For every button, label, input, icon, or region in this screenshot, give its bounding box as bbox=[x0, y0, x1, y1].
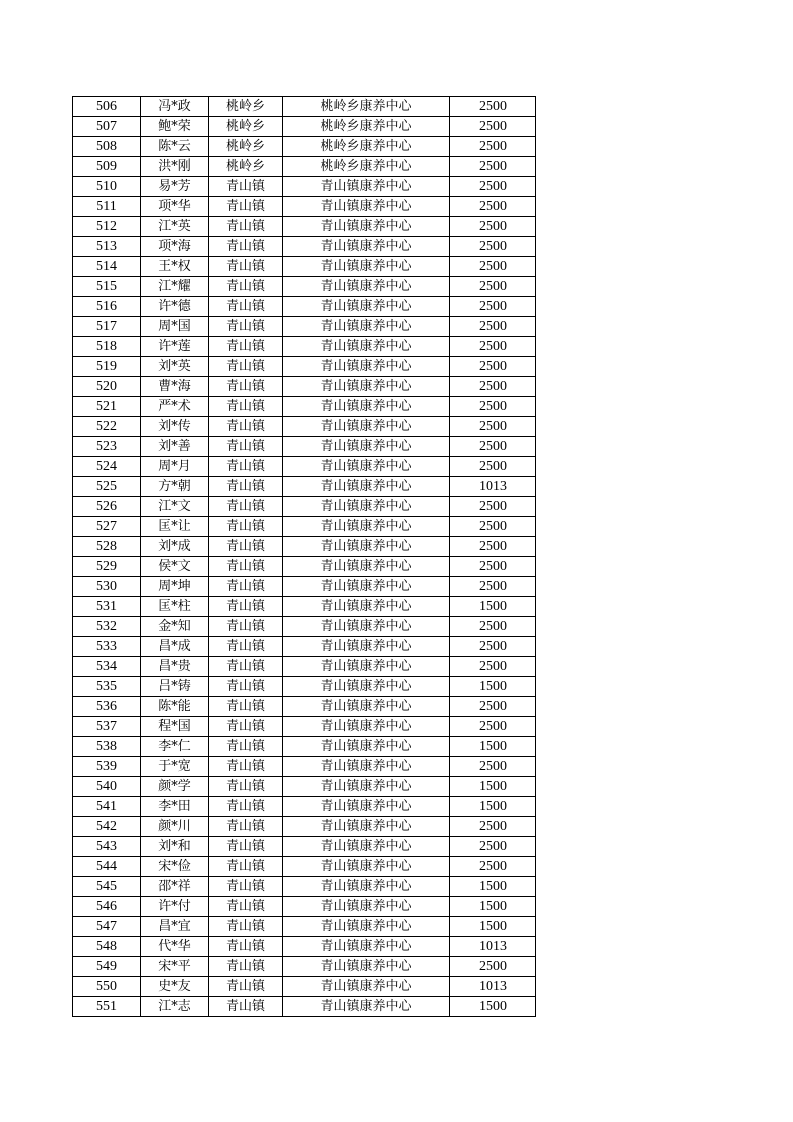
amount-cell: 2500 bbox=[450, 397, 536, 417]
person-name-cell: 方*朝 bbox=[141, 477, 209, 497]
amount-cell: 2500 bbox=[450, 657, 536, 677]
care-center-cell: 青山镇康养中心 bbox=[283, 317, 450, 337]
table-row bbox=[73, 297, 536, 317]
table-row bbox=[73, 537, 536, 557]
table-row bbox=[73, 237, 536, 257]
row-number-cell: 513 bbox=[73, 237, 141, 257]
amount-cell: 2500 bbox=[450, 557, 536, 577]
amount-cell: 1013 bbox=[450, 977, 536, 997]
table-row bbox=[73, 997, 536, 1017]
person-name-cell: 江*耀 bbox=[141, 277, 209, 297]
care-center-cell: 青山镇康养中心 bbox=[283, 937, 450, 957]
row-number-cell: 547 bbox=[73, 917, 141, 937]
table-row bbox=[73, 837, 536, 857]
care-center-cell: 青山镇康养中心 bbox=[283, 417, 450, 437]
care-center-cell: 青山镇康养中心 bbox=[283, 217, 450, 237]
care-center-cell: 青山镇康养中心 bbox=[283, 857, 450, 877]
person-name-cell: 江*志 bbox=[141, 997, 209, 1017]
row-number-cell: 548 bbox=[73, 937, 141, 957]
care-center-cell: 青山镇康养中心 bbox=[283, 297, 450, 317]
amount-cell: 1500 bbox=[450, 917, 536, 937]
township-cell: 青山镇 bbox=[209, 597, 283, 617]
township-cell: 桃岭乡 bbox=[209, 97, 283, 117]
care-center-cell: 桃岭乡康养中心 bbox=[283, 137, 450, 157]
row-number-cell: 508 bbox=[73, 137, 141, 157]
person-name-cell: 鲍*荣 bbox=[141, 117, 209, 137]
amount-cell: 2500 bbox=[450, 617, 536, 637]
table-row bbox=[73, 317, 536, 337]
row-number-cell: 512 bbox=[73, 217, 141, 237]
care-center-cell: 青山镇康养中心 bbox=[283, 497, 450, 517]
care-center-cell: 桃岭乡康养中心 bbox=[283, 157, 450, 177]
row-number-cell: 527 bbox=[73, 517, 141, 537]
amount-cell: 1013 bbox=[450, 937, 536, 957]
care-center-cell: 青山镇康养中心 bbox=[283, 917, 450, 937]
table-row bbox=[73, 357, 536, 377]
township-cell: 青山镇 bbox=[209, 497, 283, 517]
person-name-cell: 匡*让 bbox=[141, 517, 209, 537]
row-number-cell: 531 bbox=[73, 597, 141, 617]
row-number-cell: 514 bbox=[73, 257, 141, 277]
amount-cell: 1500 bbox=[450, 737, 536, 757]
row-number-cell: 524 bbox=[73, 457, 141, 477]
person-name-cell: 王*权 bbox=[141, 257, 209, 277]
amount-cell: 2500 bbox=[450, 97, 536, 117]
care-center-cell: 青山镇康养中心 bbox=[283, 657, 450, 677]
table-row bbox=[73, 197, 536, 217]
township-cell: 青山镇 bbox=[209, 617, 283, 637]
row-number-cell: 543 bbox=[73, 837, 141, 857]
township-cell: 青山镇 bbox=[209, 557, 283, 577]
row-number-cell: 532 bbox=[73, 617, 141, 637]
row-number-cell: 525 bbox=[73, 477, 141, 497]
table-row bbox=[73, 477, 536, 497]
amount-cell: 2500 bbox=[450, 357, 536, 377]
care-center-cell: 青山镇康养中心 bbox=[283, 977, 450, 997]
township-cell: 青山镇 bbox=[209, 317, 283, 337]
row-number-cell: 517 bbox=[73, 317, 141, 337]
township-cell: 青山镇 bbox=[209, 257, 283, 277]
row-number-cell: 529 bbox=[73, 557, 141, 577]
person-name-cell: 许*付 bbox=[141, 897, 209, 917]
person-name-cell: 宋*平 bbox=[141, 957, 209, 977]
township-cell: 青山镇 bbox=[209, 197, 283, 217]
amount-cell: 2500 bbox=[450, 297, 536, 317]
person-name-cell: 史*友 bbox=[141, 977, 209, 997]
township-cell: 青山镇 bbox=[209, 677, 283, 697]
table-row bbox=[73, 897, 536, 917]
person-name-cell: 周*坤 bbox=[141, 577, 209, 597]
care-center-cell: 青山镇康养中心 bbox=[283, 677, 450, 697]
amount-cell: 2500 bbox=[450, 497, 536, 517]
township-cell: 青山镇 bbox=[209, 577, 283, 597]
row-number-cell: 536 bbox=[73, 697, 141, 717]
row-number-cell: 533 bbox=[73, 637, 141, 657]
care-center-cell: 青山镇康养中心 bbox=[283, 997, 450, 1017]
row-number-cell: 541 bbox=[73, 797, 141, 817]
table-row bbox=[73, 97, 536, 117]
amount-cell: 2500 bbox=[450, 637, 536, 657]
person-name-cell: 刘*传 bbox=[141, 417, 209, 437]
township-cell: 青山镇 bbox=[209, 857, 283, 877]
township-cell: 青山镇 bbox=[209, 437, 283, 457]
row-number-cell: 511 bbox=[73, 197, 141, 217]
person-name-cell: 李*仁 bbox=[141, 737, 209, 757]
table-row bbox=[73, 637, 536, 657]
care-center-cell: 青山镇康养中心 bbox=[283, 477, 450, 497]
table-row bbox=[73, 677, 536, 697]
amount-cell: 2500 bbox=[450, 757, 536, 777]
amount-cell: 2500 bbox=[450, 237, 536, 257]
table-row bbox=[73, 577, 536, 597]
table-row bbox=[73, 877, 536, 897]
row-number-cell: 528 bbox=[73, 537, 141, 557]
township-cell: 青山镇 bbox=[209, 417, 283, 437]
table-row bbox=[73, 157, 536, 177]
township-cell: 青山镇 bbox=[209, 997, 283, 1017]
person-name-cell: 陈*能 bbox=[141, 697, 209, 717]
row-number-cell: 540 bbox=[73, 777, 141, 797]
table-row bbox=[73, 137, 536, 157]
person-name-cell: 项*海 bbox=[141, 237, 209, 257]
care-center-cell: 青山镇康养中心 bbox=[283, 897, 450, 917]
table-row bbox=[73, 957, 536, 977]
table-row bbox=[73, 117, 536, 137]
person-name-cell: 陈*云 bbox=[141, 137, 209, 157]
amount-cell: 2500 bbox=[450, 437, 536, 457]
care-center-cell: 青山镇康养中心 bbox=[283, 737, 450, 757]
table-row bbox=[73, 917, 536, 937]
data-table bbox=[72, 96, 536, 1017]
table-row bbox=[73, 817, 536, 837]
care-center-cell: 青山镇康养中心 bbox=[283, 437, 450, 457]
table-row bbox=[73, 557, 536, 577]
amount-cell: 2500 bbox=[450, 197, 536, 217]
table-row bbox=[73, 277, 536, 297]
row-number-cell: 535 bbox=[73, 677, 141, 697]
table-row bbox=[73, 617, 536, 637]
township-cell: 青山镇 bbox=[209, 977, 283, 997]
care-center-cell: 青山镇康养中心 bbox=[283, 837, 450, 857]
township-cell: 青山镇 bbox=[209, 917, 283, 937]
person-name-cell: 宋*俭 bbox=[141, 857, 209, 877]
person-name-cell: 于*宽 bbox=[141, 757, 209, 777]
person-name-cell: 刘*成 bbox=[141, 537, 209, 557]
township-cell: 青山镇 bbox=[209, 777, 283, 797]
row-number-cell: 530 bbox=[73, 577, 141, 597]
row-number-cell: 515 bbox=[73, 277, 141, 297]
township-cell: 青山镇 bbox=[209, 937, 283, 957]
person-name-cell: 冯*政 bbox=[141, 97, 209, 117]
table-row bbox=[73, 437, 536, 457]
amount-cell: 2500 bbox=[450, 857, 536, 877]
care-center-cell: 青山镇康养中心 bbox=[283, 817, 450, 837]
person-name-cell: 昌*宜 bbox=[141, 917, 209, 937]
care-center-cell: 青山镇康养中心 bbox=[283, 637, 450, 657]
person-name-cell: 邵*祥 bbox=[141, 877, 209, 897]
row-number-cell: 550 bbox=[73, 977, 141, 997]
township-cell: 桃岭乡 bbox=[209, 137, 283, 157]
table-row bbox=[73, 977, 536, 997]
township-cell: 青山镇 bbox=[209, 297, 283, 317]
township-cell: 青山镇 bbox=[209, 817, 283, 837]
township-cell: 青山镇 bbox=[209, 897, 283, 917]
care-center-cell: 青山镇康养中心 bbox=[283, 257, 450, 277]
township-cell: 青山镇 bbox=[209, 277, 283, 297]
amount-cell: 2500 bbox=[450, 717, 536, 737]
amount-cell: 1500 bbox=[450, 877, 536, 897]
person-name-cell: 易*芳 bbox=[141, 177, 209, 197]
amount-cell: 2500 bbox=[450, 537, 536, 557]
person-name-cell: 严*术 bbox=[141, 397, 209, 417]
amount-cell: 1500 bbox=[450, 677, 536, 697]
row-number-cell: 549 bbox=[73, 957, 141, 977]
amount-cell: 2500 bbox=[450, 697, 536, 717]
person-name-cell: 江*文 bbox=[141, 497, 209, 517]
care-center-cell: 青山镇康养中心 bbox=[283, 697, 450, 717]
care-center-cell: 青山镇康养中心 bbox=[283, 777, 450, 797]
amount-cell: 2500 bbox=[450, 377, 536, 397]
care-center-cell: 青山镇康养中心 bbox=[283, 177, 450, 197]
row-number-cell: 507 bbox=[73, 117, 141, 137]
amount-cell: 2500 bbox=[450, 277, 536, 297]
care-center-cell: 青山镇康养中心 bbox=[283, 617, 450, 637]
amount-cell: 2500 bbox=[450, 837, 536, 857]
row-number-cell: 537 bbox=[73, 717, 141, 737]
care-center-cell: 青山镇康养中心 bbox=[283, 517, 450, 537]
person-name-cell: 刘*和 bbox=[141, 837, 209, 857]
table-row bbox=[73, 597, 536, 617]
care-center-cell: 青山镇康养中心 bbox=[283, 397, 450, 417]
care-center-cell: 青山镇康养中心 bbox=[283, 877, 450, 897]
care-center-cell: 青山镇康养中心 bbox=[283, 457, 450, 477]
row-number-cell: 539 bbox=[73, 757, 141, 777]
table-body bbox=[73, 97, 536, 1017]
amount-cell: 2500 bbox=[450, 457, 536, 477]
township-cell: 桃岭乡 bbox=[209, 157, 283, 177]
care-center-cell: 青山镇康养中心 bbox=[283, 957, 450, 977]
amount-cell: 1500 bbox=[450, 597, 536, 617]
person-name-cell: 江*英 bbox=[141, 217, 209, 237]
township-cell: 青山镇 bbox=[209, 337, 283, 357]
care-center-cell: 青山镇康养中心 bbox=[283, 597, 450, 617]
township-cell: 青山镇 bbox=[209, 477, 283, 497]
row-number-cell: 516 bbox=[73, 297, 141, 317]
row-number-cell: 526 bbox=[73, 497, 141, 517]
care-center-cell: 青山镇康养中心 bbox=[283, 237, 450, 257]
care-center-cell: 青山镇康养中心 bbox=[283, 277, 450, 297]
care-center-cell: 青山镇康养中心 bbox=[283, 357, 450, 377]
township-cell: 青山镇 bbox=[209, 737, 283, 757]
person-name-cell: 侯*文 bbox=[141, 557, 209, 577]
person-name-cell: 周*月 bbox=[141, 457, 209, 477]
row-number-cell: 534 bbox=[73, 657, 141, 677]
amount-cell: 2500 bbox=[450, 257, 536, 277]
township-cell: 青山镇 bbox=[209, 177, 283, 197]
table-row bbox=[73, 257, 536, 277]
row-number-cell: 544 bbox=[73, 857, 141, 877]
township-cell: 青山镇 bbox=[209, 237, 283, 257]
care-center-cell: 青山镇康养中心 bbox=[283, 757, 450, 777]
row-number-cell: 520 bbox=[73, 377, 141, 397]
care-center-cell: 青山镇康养中心 bbox=[283, 337, 450, 357]
care-center-cell: 青山镇康养中心 bbox=[283, 797, 450, 817]
table-row bbox=[73, 717, 536, 737]
table-row bbox=[73, 177, 536, 197]
person-name-cell: 许*莲 bbox=[141, 337, 209, 357]
care-center-cell: 青山镇康养中心 bbox=[283, 377, 450, 397]
care-center-cell: 青山镇康养中心 bbox=[283, 537, 450, 557]
care-center-cell: 青山镇康养中心 bbox=[283, 197, 450, 217]
township-cell: 桃岭乡 bbox=[209, 117, 283, 137]
amount-cell: 2500 bbox=[450, 957, 536, 977]
amount-cell: 1013 bbox=[450, 477, 536, 497]
person-name-cell: 匡*柱 bbox=[141, 597, 209, 617]
table-row bbox=[73, 377, 536, 397]
person-name-cell: 程*国 bbox=[141, 717, 209, 737]
row-number-cell: 522 bbox=[73, 417, 141, 437]
person-name-cell: 曹*海 bbox=[141, 377, 209, 397]
person-name-cell: 周*国 bbox=[141, 317, 209, 337]
amount-cell: 2500 bbox=[450, 317, 536, 337]
care-center-cell: 青山镇康养中心 bbox=[283, 717, 450, 737]
township-cell: 青山镇 bbox=[209, 217, 283, 237]
table-row bbox=[73, 417, 536, 437]
township-cell: 青山镇 bbox=[209, 457, 283, 477]
care-center-cell: 桃岭乡康养中心 bbox=[283, 97, 450, 117]
township-cell: 青山镇 bbox=[209, 797, 283, 817]
table-row bbox=[73, 757, 536, 777]
township-cell: 青山镇 bbox=[209, 837, 283, 857]
amount-cell: 1500 bbox=[450, 797, 536, 817]
table-row bbox=[73, 937, 536, 957]
table-row bbox=[73, 797, 536, 817]
township-cell: 青山镇 bbox=[209, 517, 283, 537]
table-row bbox=[73, 857, 536, 877]
person-name-cell: 刘*善 bbox=[141, 437, 209, 457]
amount-cell: 1500 bbox=[450, 997, 536, 1017]
person-name-cell: 洪*刚 bbox=[141, 157, 209, 177]
care-center-cell: 青山镇康养中心 bbox=[283, 577, 450, 597]
care-center-cell: 桃岭乡康养中心 bbox=[283, 117, 450, 137]
person-name-cell: 昌*贵 bbox=[141, 657, 209, 677]
row-number-cell: 523 bbox=[73, 437, 141, 457]
person-name-cell: 代*华 bbox=[141, 937, 209, 957]
township-cell: 青山镇 bbox=[209, 357, 283, 377]
table-row bbox=[73, 457, 536, 477]
row-number-cell: 510 bbox=[73, 177, 141, 197]
township-cell: 青山镇 bbox=[209, 397, 283, 417]
row-number-cell: 519 bbox=[73, 357, 141, 377]
row-number-cell: 538 bbox=[73, 737, 141, 757]
table-row bbox=[73, 737, 536, 757]
amount-cell: 2500 bbox=[450, 577, 536, 597]
township-cell: 青山镇 bbox=[209, 377, 283, 397]
row-number-cell: 546 bbox=[73, 897, 141, 917]
person-name-cell: 项*华 bbox=[141, 197, 209, 217]
amount-cell: 2500 bbox=[450, 337, 536, 357]
row-number-cell: 542 bbox=[73, 817, 141, 837]
person-name-cell: 李*田 bbox=[141, 797, 209, 817]
amount-cell: 2500 bbox=[450, 177, 536, 197]
row-number-cell: 518 bbox=[73, 337, 141, 357]
row-number-cell: 509 bbox=[73, 157, 141, 177]
table-row bbox=[73, 337, 536, 357]
table-row bbox=[73, 397, 536, 417]
amount-cell: 1500 bbox=[450, 777, 536, 797]
person-name-cell: 昌*成 bbox=[141, 637, 209, 657]
table-row bbox=[73, 517, 536, 537]
township-cell: 青山镇 bbox=[209, 657, 283, 677]
township-cell: 青山镇 bbox=[209, 697, 283, 717]
township-cell: 青山镇 bbox=[209, 637, 283, 657]
care-center-cell: 青山镇康养中心 bbox=[283, 557, 450, 577]
table-row bbox=[73, 217, 536, 237]
person-name-cell: 金*知 bbox=[141, 617, 209, 637]
amount-cell: 2500 bbox=[450, 117, 536, 137]
person-name-cell: 颜*川 bbox=[141, 817, 209, 837]
row-number-cell: 521 bbox=[73, 397, 141, 417]
row-number-cell: 545 bbox=[73, 877, 141, 897]
township-cell: 青山镇 bbox=[209, 957, 283, 977]
township-cell: 青山镇 bbox=[209, 717, 283, 737]
township-cell: 青山镇 bbox=[209, 877, 283, 897]
table-row bbox=[73, 657, 536, 677]
amount-cell: 2500 bbox=[450, 157, 536, 177]
township-cell: 青山镇 bbox=[209, 537, 283, 557]
amount-cell: 2500 bbox=[450, 137, 536, 157]
amount-cell: 2500 bbox=[450, 817, 536, 837]
person-name-cell: 吕*铸 bbox=[141, 677, 209, 697]
row-number-cell: 551 bbox=[73, 997, 141, 1017]
person-name-cell: 刘*英 bbox=[141, 357, 209, 377]
person-name-cell: 许*德 bbox=[141, 297, 209, 317]
table-row bbox=[73, 497, 536, 517]
table-row bbox=[73, 777, 536, 797]
township-cell: 青山镇 bbox=[209, 757, 283, 777]
amount-cell: 2500 bbox=[450, 417, 536, 437]
amount-cell: 2500 bbox=[450, 217, 536, 237]
amount-cell: 1500 bbox=[450, 897, 536, 917]
amount-cell: 2500 bbox=[450, 517, 536, 537]
table-row bbox=[73, 697, 536, 717]
row-number-cell: 506 bbox=[73, 97, 141, 117]
person-name-cell: 颜*学 bbox=[141, 777, 209, 797]
